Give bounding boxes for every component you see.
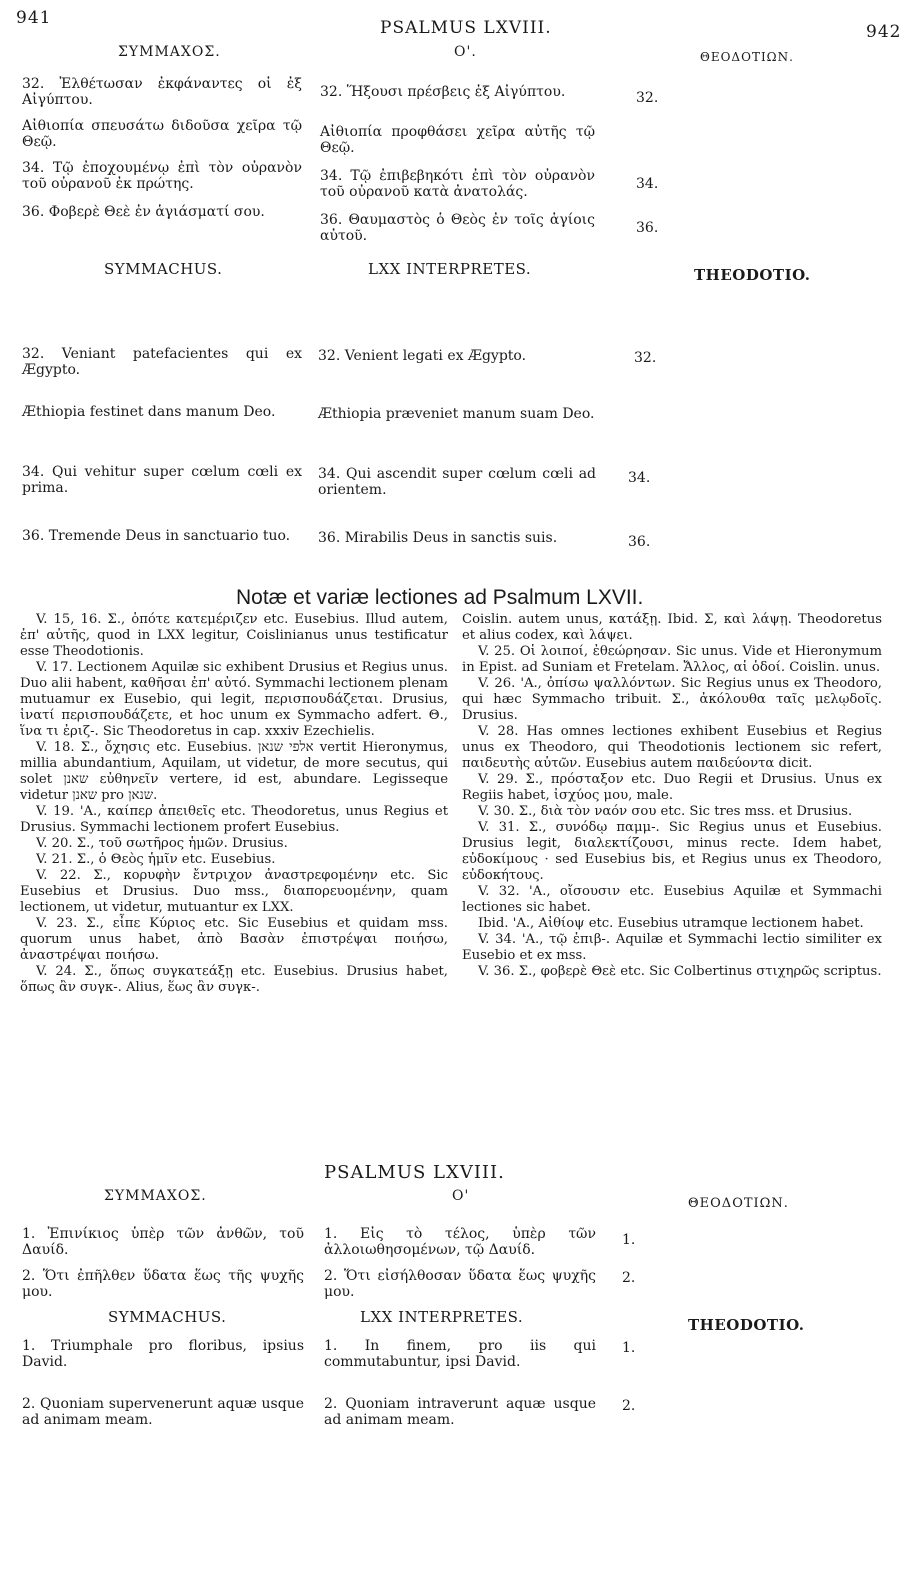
latin-verse-left-1: 1. Triumphale pro floribus, ipsius David. [22,1338,304,1370]
note-entry: V. 15, 16. Σ., ὁπότε κατεμέριζεν etc. Eusebius. Illud autem, ἐπ' αὐτῆς, quod in LXX legitur, Coislinianus unus testificatur esse Theodotionis. [20,612,448,659]
greek-verse-right-36: 36. [636,220,659,236]
greek-verse-left-36: 36. Φοβερὲ Θεὲ ἐν ἁγιάσματί σου. [22,204,265,220]
latin-verse-middle-34: 34. Qui ascendit super cœlum cœli ad orientem. [318,466,596,498]
greek-verse-left-2: 2. Ὅτι ἐπῆλθεν ὕδατα ἕως τῆς ψυχῆς μου. [22,1268,304,1300]
latin-verse-right-32: 32. [634,350,657,366]
greek-header-symmachus-2: ΣΥΜΜΑΧΟΣ. [104,1188,207,1204]
greek-verse-middle-32: 32. Ἥξουσι πρέσβεις ἐξ Αἰγύπτου. [320,84,566,100]
psalm-title: PSALMUS LXVIII. [324,1162,505,1183]
note-entry: V. 28. Has omnes lectiones exhibent Eusebius et Regius unus ex Theodoro, qui Theodotionis lectionem sic refert, παιδευτὴς αὐτῶν. Eusebius autem παιδεύοντα dicit. [462,724,882,771]
greek-header-theodotion-2: ΘΕΟΔΟΤΙΩΝ. [688,1196,789,1211]
note-entry: V. 18. Σ., ὄχησις etc. Eusebius. אלפי שנאן vertit Hieronymus, millia abundantium, Aquilam, ut videtur, de more secutus, qui solet שאנן εὐθηνεῖν vertere, id est, abundare. Legisseque videtur שאנן pro שנאן. [20,740,448,803]
note-entry: V. 19. 'Α., καίπερ ἀπειθεῖς etc. Theodoretus, unus Regius et Drusius. Symmachi lectionem profert Eusebius. [20,804,448,835]
notes-right-column [462,612,882,980]
page-number-left: 941 [16,8,52,28]
note-entry: V. 17. Lectionem Aquilæ sic exhibent Drusius et Regius unus. Duo alii habent, καθῆσαι ἐπ' αὐτό. Symmachi lectionem plenam mutuamur ex Eusebio, qui legit, περισπουδάζεται. Drusius, ἱνατί περισπουδάζετε, et hoc unum ex Symmacho adfert. Θ., ἵνα τι ἐριζ-. Sic Theodoretus in cap. xxxiv Ezechielis. [20,660,448,739]
latin-verse-middle-36: 36. Mirabilis Deus in sanctis suis. [318,530,558,546]
greek-verse-left-32b: Αἰθιοπία σπευσάτω διδοῦσα χεῖρα τῷ Θεῷ. [22,118,302,150]
notes-title: Notæ et variæ lectiones ad Psalmum LXVII. [236,586,644,609]
greek-header-lxx-2: Ο' [452,1188,470,1204]
latin-verse-right-34: 34. [628,470,651,486]
note-entry: V. 31. Σ., συνόδῳ παμμ-. Sic Regius unus et Eusebius. Drusius legit, διαλεκτίζουσι, minus recte. Idem habet, εὐδοκίμους · sed Eusebius bis, et Regius unus ex Theodoro, εὐδοκήτους. [462,820,882,883]
greek-verse-left-1: 1. Ἐπινίκιος ὑπὲρ τῶν ἀνθῶν, τοῦ Δαυίδ. [22,1226,304,1258]
note-entry: V. 21. Σ., ὁ Θεὸς ἡμῖν etc. Eusebius. [36,852,276,867]
latin-verse-right-36: 36. [628,534,651,550]
greek-header-lxx: Ο'. [454,44,477,60]
latin-header-theodotio: THEODOTIO. [694,266,811,284]
latin-verse-left-32b: Æthiopia festinet dans manum Deo. [22,404,276,420]
latin-verse-middle-2: 2. Quoniam intraverunt aquæ usque ad animam meam. [324,1396,596,1428]
latin-verse-middle-32b: Æthiopia præveniet manum suam Deo. [318,406,595,422]
greek-verse-right-34: 34. [636,176,659,192]
greek-verse-middle-36: 36. Θαυμαστὸς ὁ Θεὸς ἐν τοῖς ἁγίοις αὐτοῦ. [320,212,595,244]
note-entry: V. 20. Σ., τοῦ σωτῆρος ἡμῶν. Drusius. [36,836,288,851]
note-entry: V. 23. Σ., εἶπε Κύριος etc. Sic Eusebius et quidam mss. quorum unus habet, ἀπὸ Βασὰν ἐπιστρέψαι ποιήσω, ἀναστρέψαι ποιήσω. [20,916,448,963]
greek-verse-right-1: 1. [622,1232,636,1248]
greek-header-symmachus: ΣΥΜΜΑΧΟΣ. [118,44,221,60]
greek-verse-middle-2: 2. Ὅτι εἰσήλθοσαν ὕδατα ἕως ψυχῆς μου. [324,1268,596,1300]
page-title: PSALMUS LXVIII. [380,18,552,38]
greek-verse-right-2: 2. [622,1270,636,1286]
latin-header-lxx: LXX INTERPRETES. [368,260,532,278]
note-entry: V. 25. Οἱ λοιποί, ἐθεώρησαν. Sic unus. Vide et Hieronymum in Epist. ad Suniam et Fretelam. Ἄλλος, αἱ ὁδοί. Coislin. unus. [462,644,882,675]
latin-header-symmachus: SYMMACHUS. [104,260,223,278]
latin-verse-left-32: 32. Veniant patefacientes qui ex Ægypto. [22,346,302,378]
note-entry: V. 29. Σ., πρόσταξον etc. Duo Regii et Drusius. Unus ex Regiis habet, ἰσχύος μου, male. [462,772,882,803]
latin-verse-left-34: 34. Qui vehitur super cœlum cœli ex prima. [22,464,302,496]
note-entry: Ibid. 'Α., Αἰθίοψ etc. Eusebius utramque lectionem habet. [478,916,864,931]
note-entry: V. 32. 'Α., οἴσουσιν etc. Eusebius Aquilæ et Symmachi lectiones sic habet. [462,884,882,915]
page-number-right: 942 [866,22,902,42]
note-entry: V. 22. Σ., κορυφὴν ἔντριχον ἀναστρεφομένην etc. Sic Eusebius et Drusius. Duo mss., διαπορευομένην, quam lectionem, ut videtur, mutuantur ex LXX. [20,868,448,915]
latin-verse-middle-32: 32. Venient legati ex Ægypto. [318,348,527,364]
note-entry: Coislin. autem unus, κατάξῃ. Ibid. Σ, καὶ λάψῃ. Theodoretus et alius codex, καὶ λάψει. [462,612,882,643]
latin-header-lxx-2: LXX INTERPRETES. [360,1308,524,1326]
latin-verse-left-36: 36. Tremende Deus in sanctuario tuo. [22,528,291,544]
greek-verse-left-32: 32. Ἐλθέτωσαν ἐκφάναντες οἱ ἐξ Αἰγύπτου. [22,76,302,108]
latin-verse-middle-1: 1. In finem, pro iis qui commutabuntur, ipsi David. [324,1338,596,1370]
greek-header-theodotion: ΘΕΟΔΟΤΙΩΝ. [700,50,794,64]
greek-verse-middle-34: 34. Τῷ ἐπιβεβηκότι ἐπὶ τὸν οὐρανὸν τοῦ οὐρανοῦ κατὰ ἀνατολάς. [320,168,595,200]
greek-verse-right-32: 32. [636,90,659,106]
note-entry: V. 30. Σ., διὰ τὸν ναόν σου etc. Sic tres mss. et Drusius. [478,804,853,819]
note-entry: V. 34. 'Α., τῷ ἐπιβ-. Aquilæ et Symmachi lectio similiter ex Eusebio et ex mss. [462,932,882,963]
latin-verse-right-1: 1. [622,1340,636,1356]
note-entry: V. 36. Σ., φοβερὲ Θεὲ etc. Sic Colbertinus στιχηρῶς scriptus. [478,964,882,979]
notes-left-column [20,612,448,996]
latin-verse-left-2: 2. Quoniam supervenerunt aquæ usque ad animam meam. [22,1396,304,1428]
latin-header-symmachus-2: SYMMACHUS. [108,1308,227,1326]
greek-verse-middle-1: 1. Εἰς τὸ τέλος, ὑπὲρ τῶν ἀλλοιωθησομένων, τῷ Δαυίδ. [324,1226,596,1258]
greek-verse-middle-32b: Αἰθιοπία προφθάσει χεῖρα αὐτῆς τῷ Θεῷ. [320,124,595,156]
note-entry: V. 24. Σ., ὅπως συγκατεάξῃ etc. Eusebius. Drusius habet, ὅπως ἂν συγκ-. Alius, ἕως ἂν συγκ-. [20,964,448,995]
greek-verse-left-34: 34. Τῷ ἐποχουμένῳ ἐπὶ τὸν οὐρανὸν τοῦ οὐρανοῦ ἐκ πρώτης. [22,160,302,192]
latin-header-theodotio-2: THEODOTIO. [688,1316,805,1334]
note-entry: V. 26. 'Α., ὀπίσω ψαλλόντων. Sic Regius unus ex Theodoro, qui hæc Symmacho tribuit. Σ., ἀκόλουθα ταῖς μελῳδοῖς. Drusius. [462,676,882,723]
latin-verse-right-2: 2. [622,1398,636,1414]
